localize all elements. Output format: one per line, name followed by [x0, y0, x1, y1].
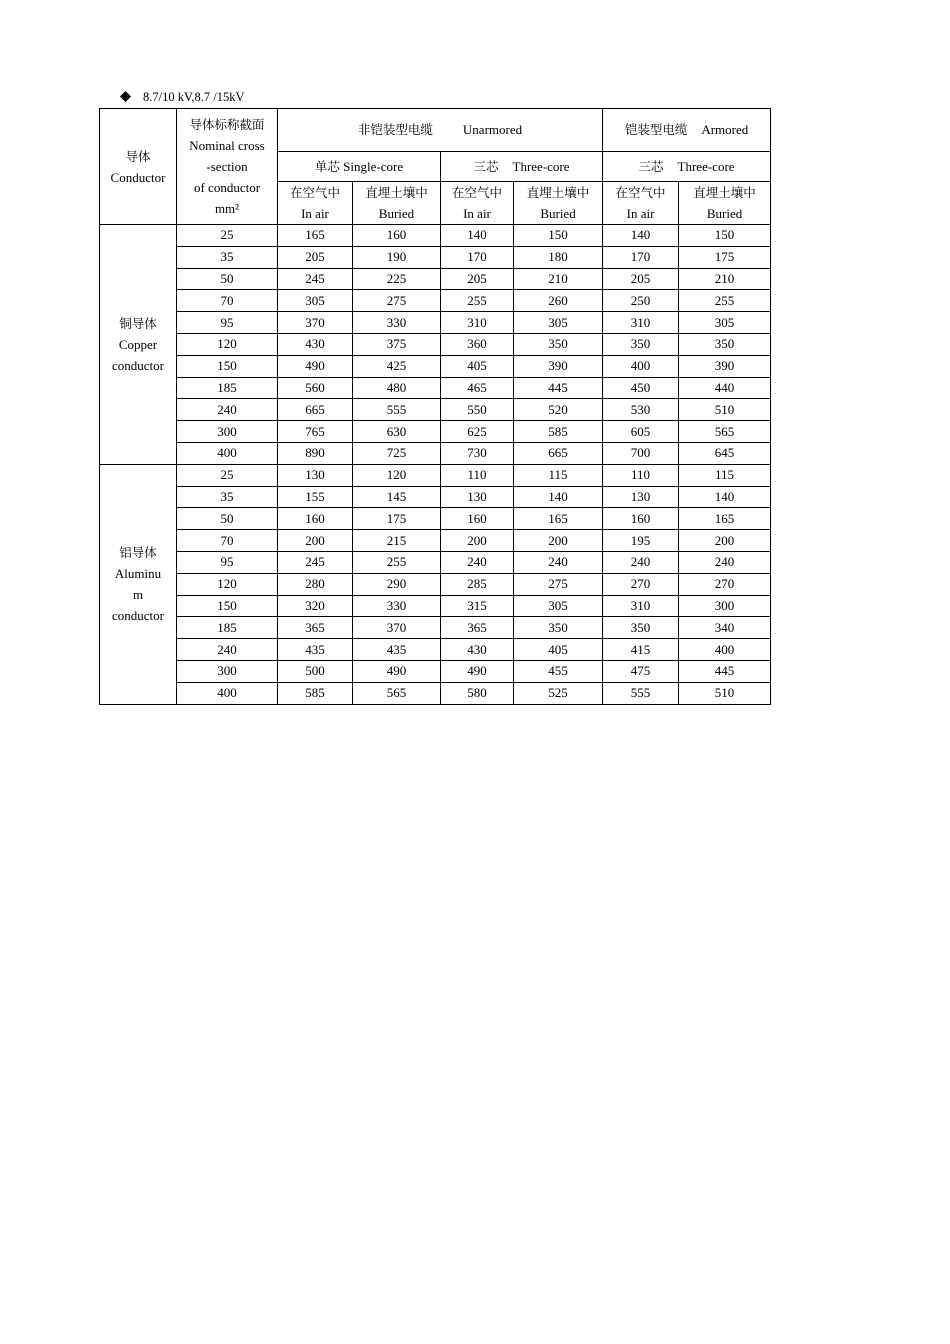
- current-rating-cell: 500: [278, 660, 353, 682]
- cross-section-header-cn: 导体标称截面: [189, 117, 265, 132]
- current-rating-cell: 630: [353, 421, 441, 443]
- current-rating-cell: 175: [353, 508, 441, 530]
- current-rating-cell: 435: [353, 639, 441, 661]
- current-rating-cell: 350: [514, 333, 603, 355]
- current-rating-cell: 255: [441, 290, 514, 312]
- current-rating-cell: 275: [514, 573, 603, 595]
- current-rating-cell: 665: [514, 442, 603, 464]
- current-rating-cell: 330: [353, 595, 441, 617]
- current-rating-cell: 200: [278, 530, 353, 552]
- table-row: [100, 595, 771, 617]
- current-rating-cell: 110: [603, 464, 679, 486]
- current-rating-cell: 340: [679, 617, 771, 639]
- cross-section-cell: 50: [177, 268, 278, 290]
- cross-section-header-en-2: -section: [206, 159, 248, 174]
- current-rating-cell: 310: [603, 595, 679, 617]
- current-rating-cell: 415: [603, 639, 679, 661]
- current-rating-cell: 275: [353, 290, 441, 312]
- in-air-cn: 在空气中: [451, 185, 502, 200]
- current-rating-cell: 250: [603, 290, 679, 312]
- current-rating-cell: 215: [353, 530, 441, 552]
- conductor-group-en-line: Copper: [118, 336, 158, 352]
- current-rating-cell: 305: [514, 312, 603, 334]
- in-air-header: [278, 182, 353, 225]
- table-row: [100, 377, 771, 399]
- diamond-bullet-icon: [120, 91, 131, 102]
- single-core-header-cn: 单芯: [314, 158, 340, 174]
- cross-section-cell: 120: [177, 333, 278, 355]
- current-rating-cell: 165: [679, 508, 771, 530]
- current-rating-cell: 605: [603, 421, 679, 443]
- current-rating-cell: 475: [603, 660, 679, 682]
- current-rating-cell: 320: [278, 595, 353, 617]
- table-row: [100, 682, 771, 704]
- conductor-group-cn: 铝导体: [119, 545, 157, 561]
- in-air-cn: 在空气中: [289, 185, 340, 200]
- voltage-rating: 8.7/10 kV,8.7 /15kV: [143, 90, 245, 104]
- cross-section-header-en-1: Nominal cross: [189, 138, 265, 153]
- table-row: [100, 421, 771, 443]
- current-rating-cell: 255: [353, 551, 441, 573]
- current-rating-cell: 510: [679, 399, 771, 421]
- three-core-header-armored: [603, 152, 771, 182]
- cross-section-cell: 35: [177, 486, 278, 508]
- cross-section-cell: 185: [177, 377, 278, 399]
- cross-section-cell: 400: [177, 442, 278, 464]
- conductor-header: [100, 109, 177, 225]
- current-rating-cell: 170: [603, 246, 679, 268]
- table-row: [100, 573, 771, 595]
- current-rating-cell: 365: [441, 617, 514, 639]
- table-row: [100, 508, 771, 530]
- table-row: [100, 530, 771, 552]
- current-rating-cell: 130: [278, 464, 353, 486]
- current-rating-cell: 430: [278, 333, 353, 355]
- buried-header: [514, 182, 603, 225]
- table-row: [100, 225, 771, 247]
- conductor-group-en-line: m: [132, 587, 144, 603]
- current-rating-cell: 510: [679, 682, 771, 704]
- current-rating-cell: 200: [441, 530, 514, 552]
- cross-section-cell: 70: [177, 530, 278, 552]
- table-row: [100, 268, 771, 290]
- current-rating-cell: 315: [441, 595, 514, 617]
- in-air-header: [441, 182, 514, 225]
- current-rating-cell: 305: [679, 312, 771, 334]
- current-rating-cell: 130: [603, 486, 679, 508]
- current-rating-cell: 350: [514, 617, 603, 639]
- current-rating-cell: 200: [679, 530, 771, 552]
- cross-section-cell: 35: [177, 246, 278, 268]
- current-rating-cell: 390: [679, 355, 771, 377]
- current-rating-cell: 140: [514, 486, 603, 508]
- current-rating-cell: 585: [514, 421, 603, 443]
- current-rating-cell: 285: [441, 573, 514, 595]
- current-rating-cell: 360: [441, 333, 514, 355]
- current-rating-cell: 190: [353, 246, 441, 268]
- table-row: [100, 486, 771, 508]
- current-rating-cell: 175: [679, 246, 771, 268]
- current-rating-cell: 310: [441, 312, 514, 334]
- cross-section-cell: 150: [177, 355, 278, 377]
- unarmored-header: [278, 109, 603, 152]
- cross-section-cell: 25: [177, 225, 278, 247]
- table-caption: [120, 89, 245, 105]
- current-rating-cell: 585: [278, 682, 353, 704]
- cross-section-cell: 150: [177, 595, 278, 617]
- three-core-header-cn: 三芯: [638, 158, 664, 174]
- current-rating-cell: 165: [278, 225, 353, 247]
- current-rating-cell: 150: [679, 225, 771, 247]
- current-rating-cell: 200: [514, 530, 603, 552]
- current-rating-cell: 140: [679, 486, 771, 508]
- current-rating-cell: 425: [353, 355, 441, 377]
- cross-section-header-en-3: of conductor: [193, 180, 261, 195]
- current-rating-cell: 260: [514, 290, 603, 312]
- current-rating-cell: 555: [603, 682, 679, 704]
- current-rating-cell: 730: [441, 442, 514, 464]
- unarmored-header-en: Unarmored: [462, 122, 523, 137]
- cross-section-cell: 50: [177, 508, 278, 530]
- current-rating-cell: 370: [353, 617, 441, 639]
- current-rating-cell: 240: [603, 551, 679, 573]
- cross-section-cell: 300: [177, 421, 278, 443]
- conductor-header-en: Conductor: [110, 169, 166, 185]
- current-rating-cell: 350: [603, 617, 679, 639]
- current-rating-cell: 625: [441, 421, 514, 443]
- three-core-header-unarmored: [441, 152, 603, 182]
- current-rating-cell: 155: [278, 486, 353, 508]
- current-rating-cell: 145: [353, 486, 441, 508]
- in-air-cn: 在空气中: [615, 185, 666, 200]
- current-rating-cell: 115: [514, 464, 603, 486]
- current-rating-cell: 645: [679, 442, 771, 464]
- current-rating-cell: 130: [441, 486, 514, 508]
- three-core-header-en: Three-core: [677, 158, 735, 174]
- buried-header: [679, 182, 771, 225]
- current-rating-cell: 365: [278, 617, 353, 639]
- current-rating-cell: 440: [679, 377, 771, 399]
- unarmored-header-cn: 非铠装型电缆: [357, 122, 433, 137]
- current-rating-cell: 160: [441, 508, 514, 530]
- table-row: [100, 399, 771, 421]
- current-rating-cell: 195: [603, 530, 679, 552]
- current-rating-cell: 140: [441, 225, 514, 247]
- table-row: [100, 617, 771, 639]
- current-rating-cell: 350: [603, 333, 679, 355]
- current-rating-cell: 520: [514, 399, 603, 421]
- table-row: [100, 333, 771, 355]
- in-air-en: In air: [301, 206, 329, 221]
- conductor-group-label: [100, 464, 177, 704]
- current-rating-cell: 405: [514, 639, 603, 661]
- current-rating-cell: 210: [679, 268, 771, 290]
- current-rating-cell: 480: [353, 377, 441, 399]
- conductor-group-en-line: conductor: [112, 357, 164, 373]
- current-rating-cell: 490: [353, 660, 441, 682]
- buried-cn: 直埋土壤中: [526, 185, 590, 200]
- table-row: [100, 355, 771, 377]
- table-row: [100, 551, 771, 573]
- current-rating-cell: 180: [514, 246, 603, 268]
- table-row: [100, 639, 771, 661]
- current-rating-cell: 240: [441, 551, 514, 573]
- current-rating-cell: 225: [353, 268, 441, 290]
- three-core-header-cn: 三芯: [473, 158, 499, 174]
- current-rating-cell: 490: [278, 355, 353, 377]
- cross-section-cell: 300: [177, 660, 278, 682]
- current-rating-cell: 160: [603, 508, 679, 530]
- cross-section-cell: 400: [177, 682, 278, 704]
- header-row-1: [100, 109, 771, 152]
- buried-cn: 直埋土壤中: [693, 185, 756, 200]
- cross-section-cell: 240: [177, 399, 278, 421]
- current-rating-cell: 205: [441, 268, 514, 290]
- table-row: [100, 660, 771, 682]
- cross-section-cell: 95: [177, 312, 278, 334]
- current-rating-cell: 525: [514, 682, 603, 704]
- conductor-header-cn: 导体: [125, 148, 151, 164]
- three-core-header-en: Three-core: [512, 158, 570, 174]
- in-air-en: In air: [626, 206, 655, 221]
- buried-header: [353, 182, 441, 225]
- current-rating-cell: 390: [514, 355, 603, 377]
- current-rating-cell: 205: [603, 268, 679, 290]
- current-rating-cell: 405: [441, 355, 514, 377]
- current-rating-cell: 560: [278, 377, 353, 399]
- single-core-header: [278, 152, 441, 182]
- current-rating-cell: 555: [353, 399, 441, 421]
- current-rating-cell: 430: [441, 639, 514, 661]
- conductor-group-cn: 铜导体: [119, 315, 157, 331]
- table-row: [100, 312, 771, 334]
- current-rating-cell: 245: [278, 268, 353, 290]
- current-rating-cell: 665: [278, 399, 353, 421]
- current-rating-cell: 305: [514, 595, 603, 617]
- buried-en: Buried: [378, 206, 415, 221]
- cross-section-cell: 185: [177, 617, 278, 639]
- current-rating-cell: 310: [603, 312, 679, 334]
- buried-en: Buried: [706, 206, 743, 221]
- current-rating-cell: 240: [679, 551, 771, 573]
- current-rating-cell: 890: [278, 442, 353, 464]
- current-rating-cell: 490: [441, 660, 514, 682]
- current-rating-cell: 700: [603, 442, 679, 464]
- table-row: [100, 290, 771, 312]
- in-air-en: In air: [463, 206, 491, 221]
- current-rating-cell: 160: [278, 508, 353, 530]
- cross-section-cell: 25: [177, 464, 278, 486]
- current-rating-cell: 210: [514, 268, 603, 290]
- current-rating-cell: 245: [278, 551, 353, 573]
- current-rating-cell: 375: [353, 333, 441, 355]
- current-rating-cell: 120: [353, 464, 441, 486]
- current-rating-cell: 170: [441, 246, 514, 268]
- current-rating-cell: 370: [278, 312, 353, 334]
- current-rating-cell: 450: [603, 377, 679, 399]
- current-rating-cell: 240: [514, 551, 603, 573]
- current-rating-cell: 445: [679, 660, 771, 682]
- cross-section-cell: 70: [177, 290, 278, 312]
- conductor-group-en-line: Aluminu: [114, 566, 162, 582]
- current-rating-cell: 550: [441, 399, 514, 421]
- current-rating-cell: 565: [679, 421, 771, 443]
- current-rating-cell: 435: [278, 639, 353, 661]
- current-rating-cell: 110: [441, 464, 514, 486]
- current-rating-cell: 165: [514, 508, 603, 530]
- cross-section-header: [177, 109, 278, 225]
- current-rating-cell: 300: [679, 595, 771, 617]
- current-rating-cell: 350: [679, 333, 771, 355]
- buried-en: Buried: [540, 206, 576, 221]
- table-row: [100, 246, 771, 268]
- armored-header-en: Armored: [701, 122, 749, 137]
- conductor-group-label: [100, 225, 177, 465]
- current-rating-cell: 150: [514, 225, 603, 247]
- current-rating-cell: 445: [514, 377, 603, 399]
- current-rating-cell: 160: [353, 225, 441, 247]
- table-row: [100, 464, 771, 486]
- table-row: [100, 442, 771, 464]
- in-air-header: [603, 182, 679, 225]
- armored-header: [603, 109, 771, 152]
- current-rating-cell: 205: [278, 246, 353, 268]
- current-rating-cell: 465: [441, 377, 514, 399]
- current-rating-cell: 400: [679, 639, 771, 661]
- current-rating-cell: 765: [278, 421, 353, 443]
- current-rating-cell: 140: [603, 225, 679, 247]
- conductor-group-en-line: conductor: [112, 608, 164, 624]
- current-rating-cell: 280: [278, 573, 353, 595]
- current-rating-cell: 290: [353, 573, 441, 595]
- cross-section-cell: 120: [177, 573, 278, 595]
- armored-header-cn: 铠装型电缆: [624, 122, 688, 137]
- current-rating-cell: 255: [679, 290, 771, 312]
- single-core-header-en: Single-core: [343, 158, 404, 174]
- current-rating-cell: 330: [353, 312, 441, 334]
- current-rating-cell: 270: [603, 573, 679, 595]
- cross-section-cell: 95: [177, 551, 278, 573]
- current-rating-cell: 305: [278, 290, 353, 312]
- current-rating-cell: 565: [353, 682, 441, 704]
- current-rating-cell: 580: [441, 682, 514, 704]
- buried-cn: 直埋土壤中: [365, 185, 428, 200]
- current-rating-table: [99, 108, 771, 705]
- current-rating-cell: 115: [679, 464, 771, 486]
- current-rating-cell: 530: [603, 399, 679, 421]
- cross-section-cell: 240: [177, 639, 278, 661]
- current-rating-cell: 455: [514, 660, 603, 682]
- current-rating-cell: 725: [353, 442, 441, 464]
- current-rating-cell: 270: [679, 573, 771, 595]
- cross-section-unit: mm²: [214, 201, 240, 216]
- current-rating-cell: 400: [603, 355, 679, 377]
